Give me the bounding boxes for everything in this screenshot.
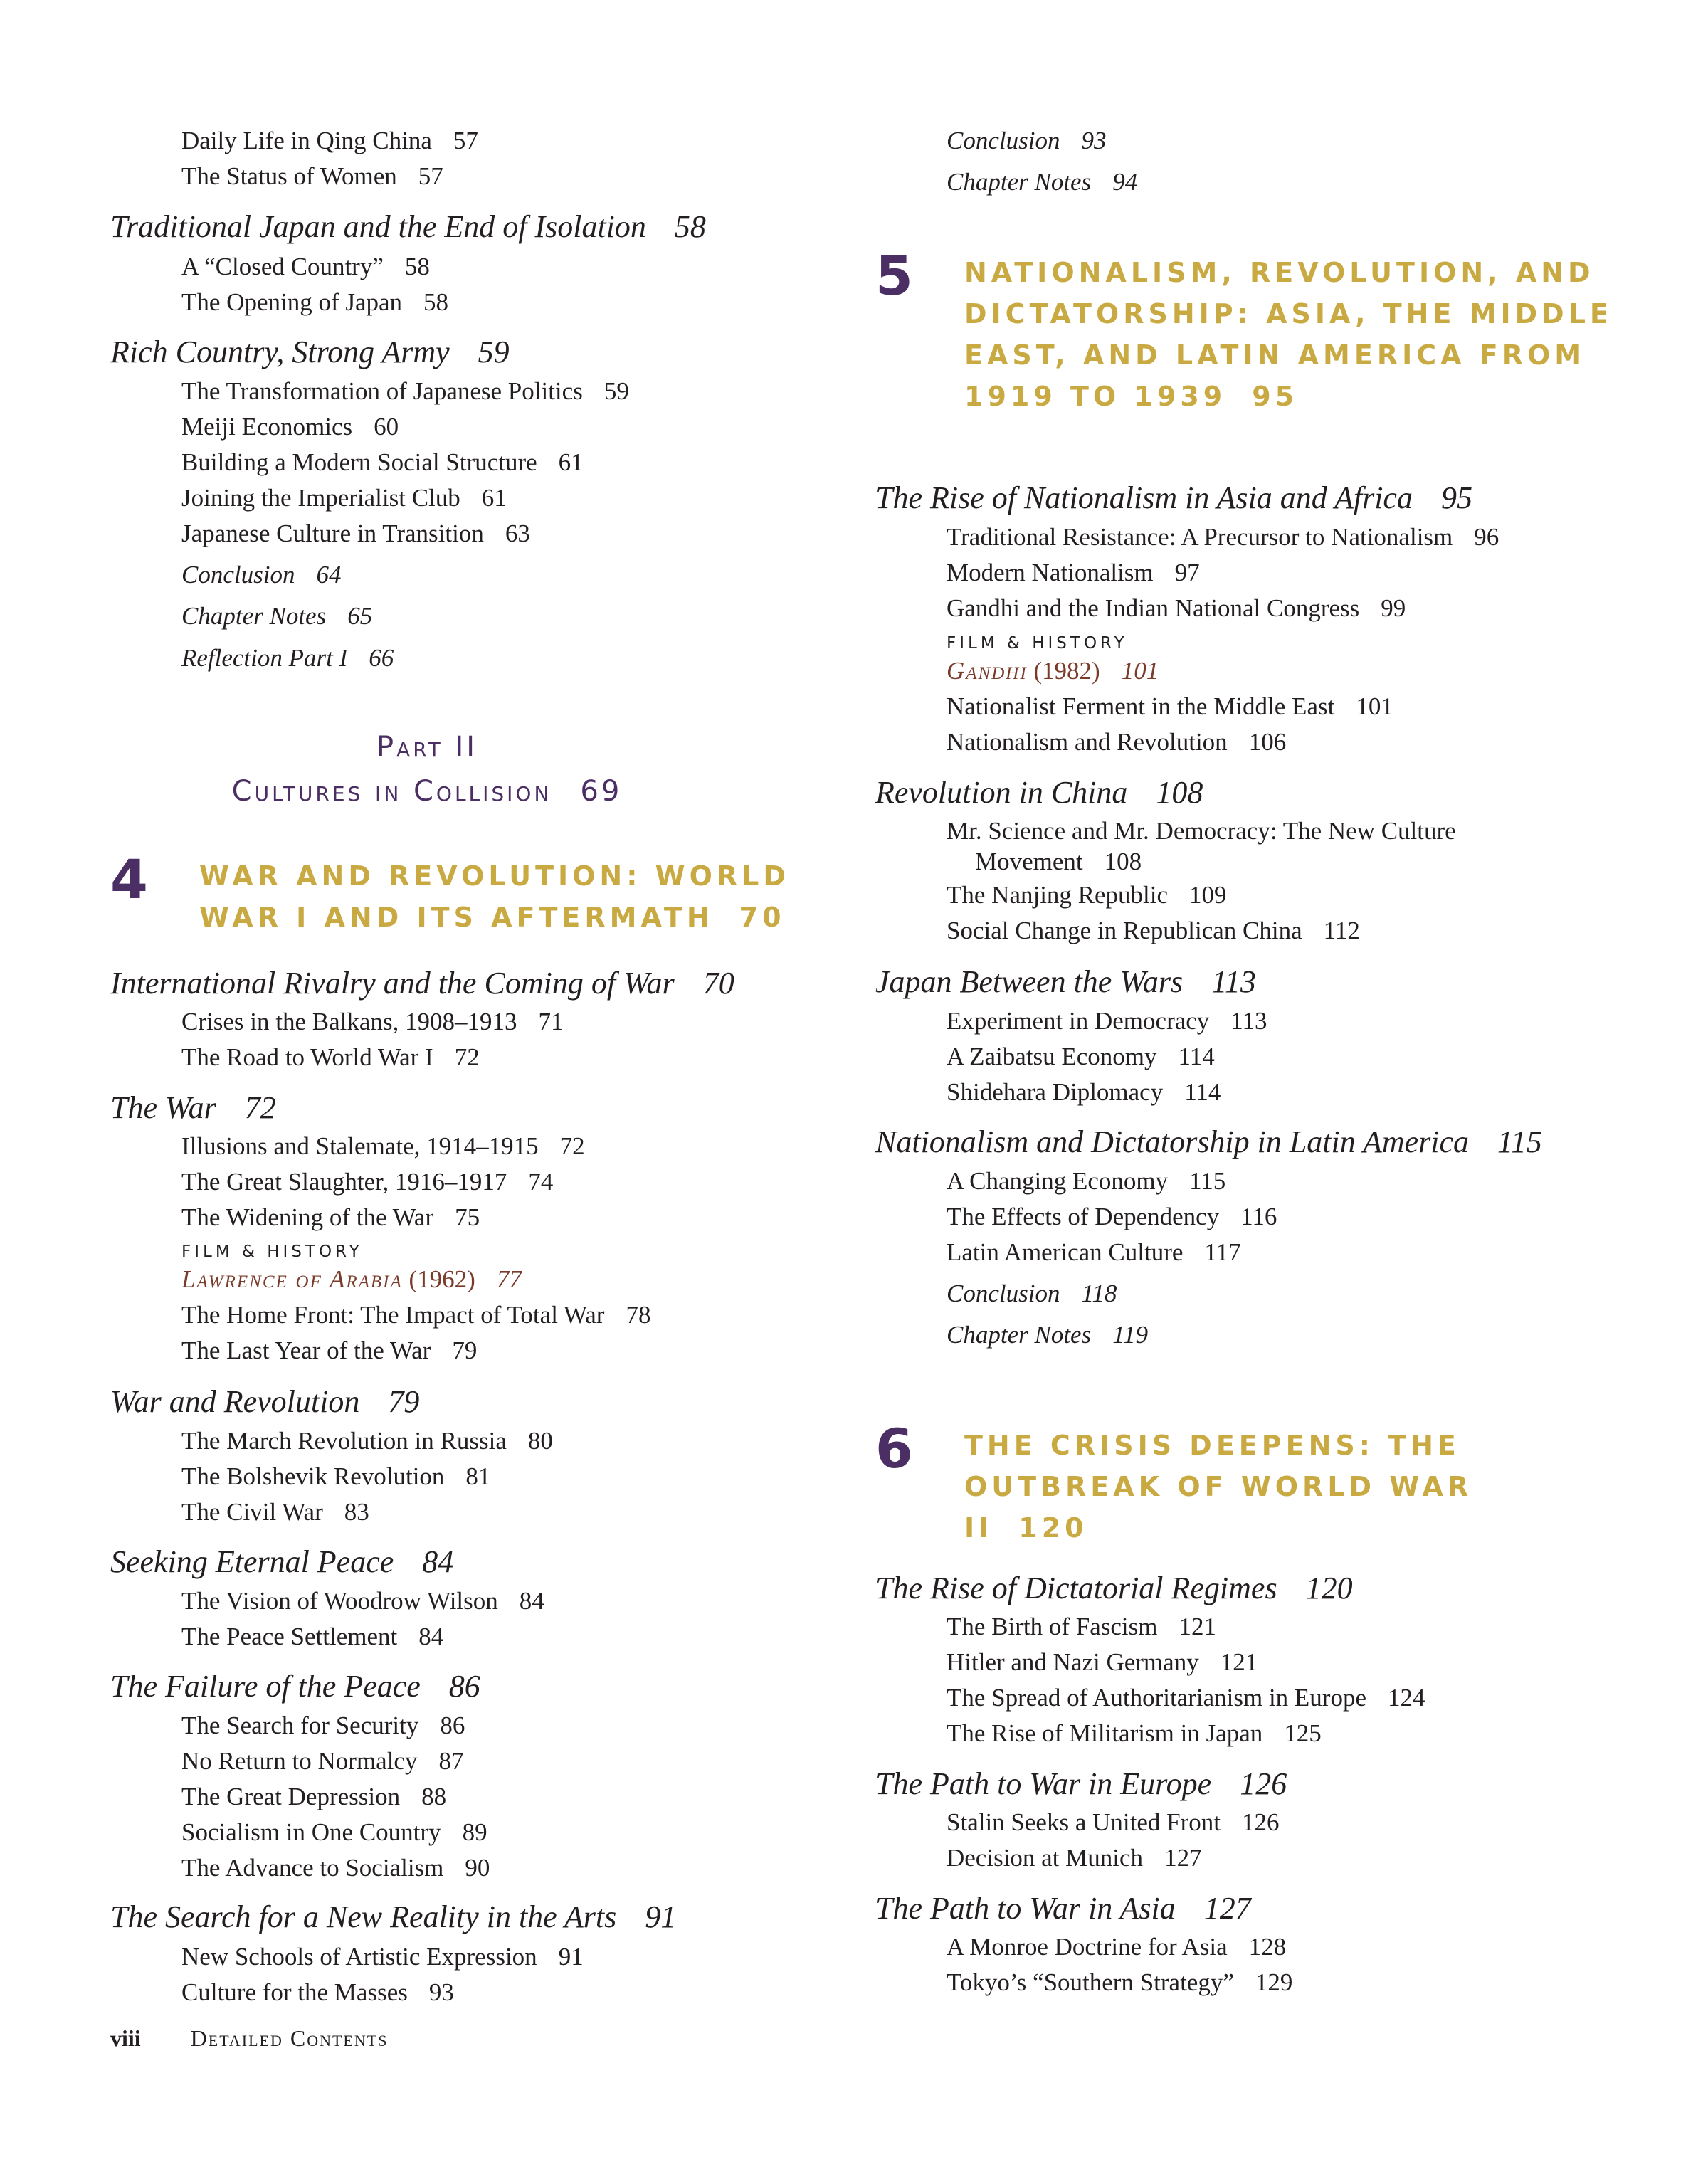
- toc-entry-conclusion[interactable]: Conclusion 93: [947, 127, 1107, 154]
- toc-entry[interactable]: The Home Front: The Impact of Total War 78: [181, 1301, 651, 1329]
- toc-entry[interactable]: Crises in the Balkans, 1908–1913 71: [181, 1008, 564, 1035]
- running-title: Detailed Contents: [190, 2025, 389, 2051]
- toc-entry[interactable]: A Changing Economy 115: [947, 1167, 1226, 1195]
- film-history-label: FILM & HISTORY: [947, 634, 1128, 653]
- toc-entry-conclusion[interactable]: Conclusion 118: [947, 1280, 1117, 1307]
- toc-section[interactable]: Rich Country, Strong Army 59: [110, 334, 510, 369]
- toc-section[interactable]: Japan Between the Wars 113: [875, 964, 1256, 999]
- toc-entry[interactable]: The Widening of the War 75: [181, 1203, 480, 1231]
- toc-entry-conclusion[interactable]: Conclusion 64: [181, 561, 342, 589]
- toc-entry[interactable]: The Great Slaughter, 1916–1917 74: [181, 1168, 554, 1196]
- chapter-title[interactable]: NATIONALISM, REVOLUTION, AND DICTATORSHIP: ASIA, THE MIDDLE EAST, AND LATIN AMERICA FROM 1919 TO 1939 95: [964, 257, 1613, 412]
- toc-section[interactable]: The Search for a New Reality in the Arts 91: [110, 1899, 677, 1934]
- toc-entry[interactable]: The Vision of Woodrow Wilson 84: [181, 1587, 544, 1615]
- toc-entry[interactable]: Nationalist Ferment in the Middle East 101: [947, 692, 1393, 720]
- toc-entry[interactable]: Daily Life in Qing China 57: [181, 127, 478, 154]
- chapter-number: 4: [110, 848, 148, 911]
- toc-section[interactable]: The War 72: [110, 1090, 276, 1125]
- toc-entry[interactable]: Illusions and Stalemate, 1914–1915 72: [181, 1132, 585, 1160]
- toc-entry[interactable]: Nationalism and Revolution 106: [947, 728, 1287, 756]
- toc-section[interactable]: International Rivalry and the Coming of War 70: [110, 966, 734, 1001]
- toc-entry[interactable]: The Status of Women 57: [181, 162, 443, 190]
- toc-entry[interactable]: Tokyo’s “Southern Strategy” 129: [947, 1968, 1293, 1996]
- chapter-title[interactable]: THE CRISIS DEEPENS: THE OUTBREAK OF WORLD WAR II 120: [964, 1430, 1473, 1544]
- toc-section[interactable]: The Failure of the Peace 86: [110, 1669, 480, 1704]
- page-number: viii: [110, 2025, 141, 2051]
- film-title[interactable]: Lawrence of Arabia (1962) 77: [181, 1265, 522, 1293]
- toc-entry[interactable]: The Peace Settlement 84: [181, 1623, 444, 1650]
- toc-entry[interactable]: Stalin Seeks a United Front 126: [947, 1808, 1280, 1836]
- toc-entry-reflection[interactable]: Reflection Part I 66: [181, 644, 394, 672]
- toc-entry[interactable]: Latin American Culture 117: [947, 1238, 1241, 1266]
- chapter-title[interactable]: WAR AND REVOLUTION: WORLD WAR I AND ITS AFTERMATH 70: [199, 860, 790, 933]
- toc-entry[interactable]: No Return to Normalcy 87: [181, 1747, 464, 1775]
- toc-entry[interactable]: The Last Year of the War 79: [181, 1336, 478, 1364]
- toc-section[interactable]: Traditional Japan and the End of Isolation 58: [110, 209, 706, 244]
- page-footer: [110, 2027, 388, 2050]
- toc-entry[interactable]: A Monroe Doctrine for Asia 128: [947, 1933, 1287, 1961]
- part-label: Part II: [376, 731, 478, 764]
- toc-entry[interactable]: Modern Nationalism 97: [947, 559, 1200, 586]
- toc-entry[interactable]: Shidehara Diplomacy 114: [947, 1078, 1221, 1106]
- film-history-label: FILM & HISTORY: [181, 1243, 363, 1261]
- toc-section[interactable]: Revolution in China 108: [875, 775, 1203, 810]
- toc-entry[interactable]: Traditional Resistance: A Precursor to Nationalism 96: [947, 523, 1499, 551]
- toc-entry-chapter-notes[interactable]: Chapter Notes 119: [947, 1321, 1149, 1349]
- film-title[interactable]: Gandhi (1982) 101: [947, 657, 1159, 685]
- toc-entry[interactable]: The Effects of Dependency 116: [947, 1203, 1277, 1230]
- toc-entry[interactable]: Meiji Economics 60: [181, 413, 399, 441]
- toc-section[interactable]: Seeking Eternal Peace 84: [110, 1544, 454, 1579]
- toc-section[interactable]: Nationalism and Dictatorship in Latin America 115: [875, 1124, 1542, 1159]
- toc-entry[interactable]: The Road to World War I 72: [181, 1043, 480, 1071]
- toc-entry[interactable]: A “Closed Country” 58: [181, 253, 430, 280]
- toc-entry[interactable]: The Rise of Militarism in Japan 125: [947, 1719, 1322, 1747]
- toc-entry[interactable]: Socialism in One Country 89: [181, 1818, 487, 1846]
- chapter-number: 6: [875, 1417, 913, 1480]
- toc-entry[interactable]: A Zaibatsu Economy 114: [947, 1043, 1215, 1070]
- toc-entry[interactable]: The Civil War 83: [181, 1498, 369, 1526]
- toc-entry[interactable]: The Opening of Japan 58: [181, 288, 449, 316]
- toc-section[interactable]: The Path to War in Europe 126: [875, 1766, 1287, 1801]
- toc-entry[interactable]: Culture for the Masses 93: [181, 1978, 454, 2006]
- toc-section[interactable]: The Path to War in Asia 127: [875, 1891, 1251, 1926]
- toc-entry[interactable]: The Bolshevik Revolution 81: [181, 1462, 491, 1490]
- toc-section[interactable]: The Rise of Dictatorial Regimes 120: [875, 1571, 1353, 1605]
- toc-entry[interactable]: The Spread of Authoritarianism in Europe 124: [947, 1684, 1425, 1712]
- toc-entry[interactable]: Social Change in Republican China 112: [947, 917, 1360, 944]
- toc-entry[interactable]: Gandhi and the Indian National Congress 99: [947, 594, 1406, 622]
- toc-entry[interactable]: The Birth of Fascism 121: [947, 1613, 1216, 1640]
- toc-entry[interactable]: Decision at Munich 127: [947, 1844, 1202, 1872]
- toc-entry[interactable]: The March Revolution in Russia 80: [181, 1427, 553, 1455]
- toc-entry[interactable]: The Great Depression 88: [181, 1783, 447, 1810]
- toc-entry[interactable]: Mr. Science and Mr. Democracy: The New Culture Movement 108: [947, 817, 1456, 875]
- toc-entry[interactable]: The Nanjing Republic 109: [947, 881, 1227, 909]
- toc-entry[interactable]: The Advance to Socialism 90: [181, 1854, 490, 1882]
- toc-entry[interactable]: Experiment in Democracy 113: [947, 1007, 1267, 1035]
- toc-entry[interactable]: The Search for Security 86: [181, 1712, 465, 1739]
- toc-entry[interactable]: Joining the Imperialist Club 61: [181, 484, 507, 512]
- toc-entry-chapter-notes[interactable]: Chapter Notes 65: [181, 602, 373, 630]
- toc-section[interactable]: War and Revolution 79: [110, 1384, 420, 1419]
- part-title[interactable]: Cultures in Collision 69: [231, 775, 623, 808]
- toc-entry[interactable]: Hitler and Nazi Germany 121: [947, 1648, 1258, 1676]
- toc-entry-chapter-notes[interactable]: Chapter Notes 94: [947, 168, 1138, 196]
- toc-section[interactable]: The Rise of Nationalism in Asia and Africa 95: [875, 480, 1472, 515]
- toc-entry[interactable]: The Transformation of Japanese Politics 59: [181, 377, 629, 405]
- chapter-number: 5: [875, 244, 913, 307]
- toc-entry[interactable]: Japanese Culture in Transition 63: [181, 520, 530, 547]
- toc-entry[interactable]: New Schools of Artistic Expression 91: [181, 1943, 584, 1971]
- toc-entry[interactable]: Building a Modern Social Structure 61: [181, 448, 584, 476]
